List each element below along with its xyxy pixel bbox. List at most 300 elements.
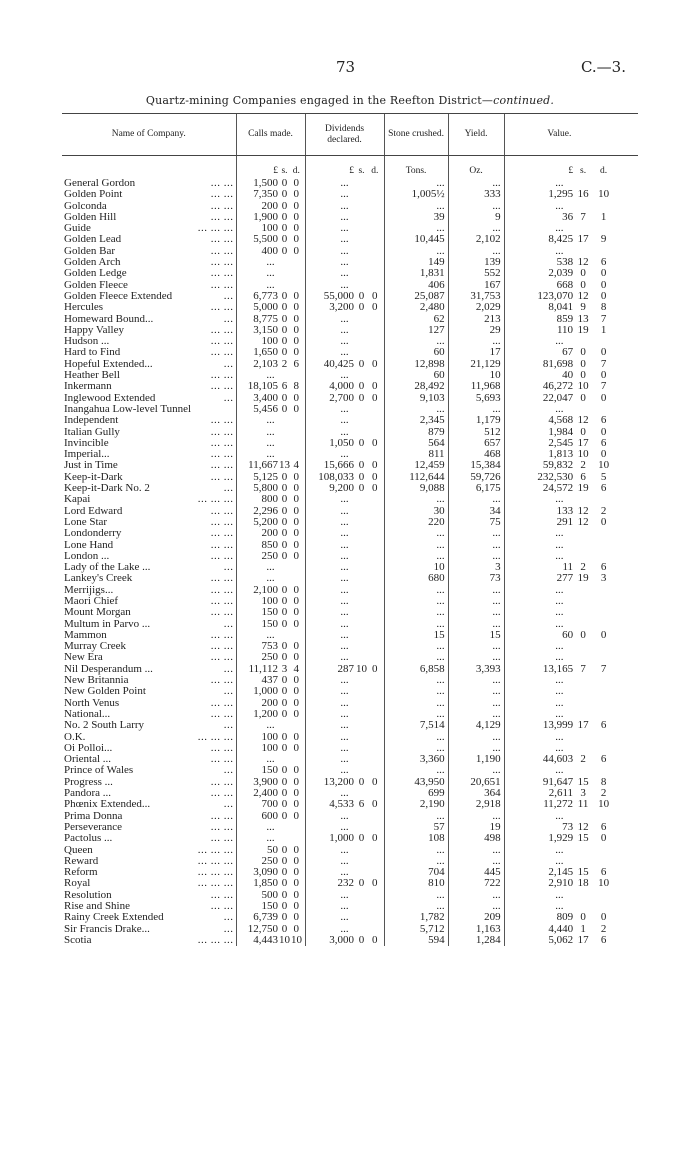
value-empty: ...: [504, 709, 614, 720]
calls-shillings: 0: [281, 302, 288, 314]
calls-shillings: 0: [281, 912, 288, 924]
row-spacer: [614, 924, 638, 935]
value-empty: ...: [504, 698, 614, 709]
company-name-cell: [62, 573, 236, 584]
company-name-cell: [62, 314, 236, 325]
dividends-pence: 0: [372, 290, 378, 302]
table-row: [62, 698, 638, 709]
table-row: [62, 675, 638, 686]
value-pence: 10: [598, 189, 610, 201]
yield: 20,651: [448, 777, 504, 788]
stone-crushed: 10: [384, 562, 448, 573]
calls-pence: 0: [293, 223, 300, 235]
calls-pence: 0: [293, 697, 300, 709]
leader-dots: ... ...: [210, 901, 234, 912]
row-spacer: [614, 359, 638, 370]
dividends-shillings: 0: [358, 358, 365, 370]
leader-dots: ... ...: [210, 178, 234, 189]
company-name: Hard to Find: [64, 347, 121, 359]
yield: ...: [448, 686, 504, 697]
stone-crushed: 1,831: [384, 268, 448, 279]
company-name: Hopeful Extended...: [64, 358, 153, 370]
dividends-pounds: 13,200: [305, 777, 354, 788]
calls-pence: 10: [291, 934, 302, 946]
stone-crushed: 39: [384, 212, 448, 223]
value-shillings: 11: [577, 799, 589, 811]
dividends-pence: 0: [372, 302, 378, 314]
table-row: [62, 381, 638, 392]
yield: 29: [448, 325, 504, 336]
stone-crushed: 9,088: [384, 483, 448, 494]
company-name-cell: [62, 494, 236, 505]
stone-crushed: ...: [384, 901, 448, 912]
table-row: [62, 268, 638, 279]
stone-crushed: 699: [384, 788, 448, 799]
dividends-empty: ...: [305, 212, 384, 223]
dividends-shillings: 0: [358, 776, 365, 788]
calls-pounds: 18,105: [236, 381, 278, 392]
leader-dots: ... ...: [210, 189, 234, 201]
table-row: [62, 596, 638, 607]
table-row: [62, 528, 638, 539]
row-spacer: [614, 517, 638, 528]
stone-crushed: 112,644: [384, 472, 448, 483]
stone-crushed: 2,190: [384, 799, 448, 810]
calls-shillings: 0: [281, 189, 288, 201]
dividends-empty: ...: [305, 912, 384, 923]
value-shillings: 7: [580, 211, 586, 223]
stone-crushed: ...: [384, 845, 448, 856]
value-shillings: 16: [577, 189, 589, 201]
value-pounds: 24,572: [504, 483, 573, 494]
calls-pounds: 5,000: [236, 302, 278, 313]
calls-shillings: 0: [281, 403, 288, 415]
table-row: [62, 551, 638, 562]
value-pence: 6: [600, 415, 607, 427]
company-name-cell: [62, 754, 236, 765]
leader-dots: ...: [223, 358, 234, 370]
calls-pence: 0: [293, 347, 300, 359]
calls-shillings: 0: [281, 234, 288, 246]
yield: ...: [448, 743, 504, 754]
row-spacer: [614, 370, 638, 381]
value-empty: ...: [504, 619, 614, 630]
dividends-pounds: 40,425: [305, 359, 354, 370]
calls-shillings: 0: [281, 878, 288, 890]
calls-shillings: 2: [281, 358, 288, 370]
value-pounds: 91,647: [504, 777, 573, 788]
value-pence: 0: [600, 392, 607, 404]
dividends-shillings: 0: [358, 934, 365, 946]
dividends-empty: ...: [305, 573, 384, 584]
leader-dots: ... ...: [210, 471, 234, 483]
table-row: [62, 777, 638, 788]
stone-crushed: 15: [384, 630, 448, 641]
yield: 31,753: [448, 291, 504, 302]
calls-shillings: 0: [281, 505, 288, 517]
value-shillings: 12: [577, 257, 589, 269]
company-name-cell: [62, 698, 236, 709]
value-pounds: 232,530: [504, 472, 573, 483]
stone-crushed: ...: [384, 732, 448, 743]
value-empty: ...: [504, 765, 614, 776]
stone-crushed: ...: [384, 641, 448, 652]
stone-crushed: 811: [384, 449, 448, 460]
calls-shillings: 0: [281, 618, 288, 630]
company-name: London ...: [64, 550, 110, 562]
dividends-shillings: 0: [358, 437, 365, 449]
company-name-cell: [62, 619, 236, 630]
yield: 75: [448, 517, 504, 528]
stone-crushed: ...: [384, 743, 448, 754]
row-spacer: [614, 675, 638, 686]
calls-shillings: 0: [281, 776, 288, 788]
company-name-cell: [62, 460, 236, 471]
company-name: Prince of Wales: [64, 765, 134, 777]
value-shillings: 17: [577, 720, 589, 732]
company-name-cell: [62, 212, 236, 223]
company-name: Oi Polloi...: [64, 742, 113, 754]
yield: ...: [448, 404, 504, 415]
company-name: Reform: [64, 867, 98, 879]
yield: ...: [448, 811, 504, 822]
stone-crushed: 25,087: [384, 291, 448, 302]
leader-dots: ... ...: [210, 211, 234, 223]
table-row: [62, 325, 638, 336]
calls-pounds: 250: [236, 652, 278, 663]
row-spacer: [614, 630, 638, 641]
row-spacer: [614, 223, 638, 234]
value-pence: 6: [600, 483, 607, 495]
value-empty: ...: [504, 890, 614, 901]
yield: 3: [448, 562, 504, 573]
value-pence: 0: [600, 426, 607, 438]
table-row: [62, 573, 638, 584]
leader-dots: ...: [223, 912, 234, 924]
calls-pence: 0: [293, 313, 300, 325]
leader-dots: ... ...: [210, 449, 234, 461]
dividends-empty: ...: [305, 178, 384, 189]
calls-pence: 0: [293, 539, 300, 551]
stone-crushed: ...: [384, 856, 448, 867]
value-shillings: 12: [577, 821, 589, 833]
yield: ...: [448, 652, 504, 663]
table-caption: [0, 94, 700, 107]
row-spacer: [614, 743, 638, 754]
calls-pounds: 1,900: [236, 212, 278, 223]
company-name-cell: [62, 607, 236, 618]
yield: 468: [448, 449, 504, 460]
company-name-cell: [62, 867, 236, 878]
dividends-shillings: 6: [358, 799, 365, 811]
calls-pounds: 500: [236, 890, 278, 901]
yield: 657: [448, 438, 504, 449]
value-shillings: 2: [580, 460, 586, 472]
dividends-pounds: 1,050: [305, 438, 354, 449]
value-empty: ...: [504, 641, 614, 652]
company-name: Mammon: [64, 629, 107, 641]
calls-empty: ...: [236, 833, 305, 844]
table-row: [62, 449, 638, 460]
company-name: Resolution: [64, 889, 112, 901]
caption-continued: continued.: [493, 94, 555, 107]
calls-pence: 0: [293, 494, 300, 506]
dividends-empty: ...: [305, 336, 384, 347]
table-row: [62, 460, 638, 471]
table-row: [62, 393, 638, 404]
value-shillings: 19: [577, 573, 589, 585]
company-name: National...: [64, 708, 111, 720]
dividends-pounds: 287: [305, 664, 354, 675]
calls-pence: 0: [293, 550, 300, 562]
company-name-cell: [62, 415, 236, 426]
calls-shillings: 0: [281, 765, 288, 777]
leader-dots: ... ...: [210, 381, 234, 393]
table-row: [62, 257, 638, 268]
unit-pence: d.: [292, 166, 300, 176]
calls-pence: 0: [293, 901, 300, 912]
calls-empty: ...: [236, 257, 305, 268]
calls-pounds: 5,500: [236, 234, 278, 245]
value-pounds: 1,929: [504, 833, 573, 844]
dividends-empty: ...: [305, 280, 384, 291]
row-spacer: [614, 890, 638, 901]
row-spacer: [614, 325, 638, 336]
table-row: [62, 438, 638, 449]
value-pence: 7: [600, 663, 607, 675]
company-name: Golden Ledge: [64, 268, 127, 280]
dividends-empty: ...: [305, 562, 384, 573]
yield: ...: [448, 585, 504, 596]
leader-dots: ... ...: [210, 268, 234, 280]
company-name: Multum in Parvo ...: [64, 618, 151, 630]
calls-pence: 0: [293, 912, 300, 924]
yield: 11,968: [448, 381, 504, 392]
table-row: [62, 314, 638, 325]
table-row: [62, 664, 638, 675]
company-name: Perseverance: [64, 821, 123, 833]
leader-dots: ... ...: [210, 550, 234, 562]
calls-pounds: 700: [236, 799, 278, 810]
table-row: [62, 811, 638, 822]
calls-shillings: 0: [281, 641, 288, 653]
table-row: [62, 201, 638, 212]
row-spacer: [614, 777, 638, 788]
stone-crushed: ...: [384, 686, 448, 697]
calls-pence: 0: [293, 245, 300, 257]
company-name-cell: [62, 381, 236, 392]
company-name: Golden Hill: [64, 211, 117, 223]
value-empty: ...: [504, 596, 614, 607]
stone-crushed: 2,345: [384, 415, 448, 426]
company-name-cell: [62, 540, 236, 551]
value-pence: 6: [600, 257, 607, 269]
company-name: Italian Gully: [64, 426, 120, 438]
company-name-cell: [62, 427, 236, 438]
calls-pounds: 100: [236, 336, 278, 347]
unit-pound: £: [236, 156, 278, 179]
stone-crushed: ...: [384, 551, 448, 562]
company-name-cell: [62, 336, 236, 347]
table-row: [62, 765, 638, 776]
row-spacer: [614, 562, 638, 573]
dividends-empty: ...: [305, 641, 384, 652]
dividends-shillings: 0: [358, 460, 365, 472]
stone-crushed: 3,360: [384, 754, 448, 765]
yield: 15: [448, 630, 504, 641]
dividends-empty: ...: [305, 596, 384, 607]
calls-pence: 0: [293, 302, 300, 314]
company-name: Homeward Bound...: [64, 313, 154, 325]
table-row: [62, 743, 638, 754]
dividends-pence: 0: [372, 799, 378, 811]
company-name: Inangahua Low-level Tunnel: [64, 403, 192, 415]
company-name: Lone Hand: [64, 539, 114, 551]
calls-pence: 0: [293, 855, 300, 867]
value-pounds: 8,041: [504, 302, 573, 313]
company-name: Pandora ...: [64, 788, 112, 800]
leader-dots: ... ...: [210, 821, 234, 833]
dividends-empty: ...: [305, 652, 384, 663]
table-row: [62, 709, 638, 720]
dividends-empty: ...: [305, 585, 384, 596]
dividends-empty: ...: [305, 698, 384, 709]
value-empty: ...: [504, 607, 614, 618]
calls-shillings: 0: [281, 742, 288, 754]
company-name-cell: [62, 845, 236, 856]
company-name-cell: [62, 630, 236, 641]
dividends-pounds: 15,666: [305, 460, 354, 471]
company-name-cell: [62, 765, 236, 776]
companies-table-wrapper: [62, 113, 638, 946]
calls-pence: 0: [293, 516, 300, 528]
row-spacer: [614, 765, 638, 776]
table-row: [62, 856, 638, 867]
value-empty: ...: [504, 246, 614, 257]
calls-pence: 0: [293, 867, 300, 879]
calls-pounds: 2,400: [236, 788, 278, 799]
stone-crushed: ...: [384, 223, 448, 234]
dividends-pounds: 3,000: [305, 935, 354, 946]
calls-shillings: 0: [281, 211, 288, 223]
value-pounds: 668: [504, 280, 573, 291]
dividends-empty: ...: [305, 528, 384, 539]
value-shillings: 12: [577, 415, 589, 427]
dividends-empty: ...: [305, 506, 384, 517]
value-pounds: 36: [504, 212, 573, 223]
value-pence: 2: [600, 923, 607, 935]
table-body: [62, 156, 638, 947]
table-row: [62, 822, 638, 833]
yield: ...: [448, 494, 504, 505]
dividends-pounds: 2,700: [305, 393, 354, 404]
stone-crushed: 594: [384, 935, 448, 946]
stone-crushed: ...: [384, 404, 448, 415]
company-name-cell: [62, 551, 236, 562]
yield: ...: [448, 856, 504, 867]
yield: ...: [448, 596, 504, 607]
yield: 4,129: [448, 720, 504, 731]
leader-dots: ... ... ...: [197, 731, 234, 743]
calls-pence: 0: [293, 483, 300, 495]
leader-dots: ... ...: [210, 257, 234, 269]
unit-shillings: s.: [281, 166, 288, 176]
yield: ...: [448, 223, 504, 234]
table-row: [62, 404, 638, 415]
dividends-pence: 0: [372, 878, 378, 890]
dividends-pence: 0: [372, 437, 378, 449]
leader-dots: ... ...: [210, 347, 234, 359]
yield: ...: [448, 845, 504, 856]
calls-shillings: 0: [281, 731, 288, 743]
value-shillings: 17: [577, 234, 589, 246]
row-spacer: [614, 845, 638, 856]
stone-crushed: 12,898: [384, 359, 448, 370]
company-name: General Gordon: [64, 178, 136, 189]
page-reference: C.—3.: [580, 58, 626, 76]
company-name: O.K.: [64, 731, 86, 743]
calls-shillings: 0: [281, 200, 288, 212]
company-name: Reward: [64, 855, 99, 867]
yield: 167: [448, 280, 504, 291]
dividends-empty: ...: [305, 246, 384, 257]
calls-pence: 4: [293, 460, 300, 472]
leader-dots: ... ...: [210, 437, 234, 449]
dividends-empty: ...: [305, 257, 384, 268]
value-pence: 1: [600, 324, 607, 336]
calls-shillings: 0: [281, 867, 288, 879]
calls-pence: 0: [293, 889, 300, 901]
value-empty: ...: [504, 585, 614, 596]
calls-pounds: 150: [236, 765, 278, 776]
yield: ...: [448, 732, 504, 743]
leader-dots: ... ...: [210, 324, 234, 336]
company-name-cell: [62, 652, 236, 663]
calls-pounds: 250: [236, 551, 278, 562]
value-pence: 0: [600, 268, 607, 280]
leader-dots: ... ...: [210, 776, 234, 788]
value-pounds: 2,145: [504, 867, 573, 878]
dividends-empty: ...: [305, 619, 384, 630]
calls-empty: ...: [236, 562, 305, 573]
calls-empty: ...: [236, 754, 305, 765]
value-pence: 8: [600, 302, 607, 314]
calls-shillings: 0: [281, 855, 288, 867]
table-row: [62, 754, 638, 765]
table-row: [62, 732, 638, 743]
value-empty: ...: [504, 551, 614, 562]
leader-dots: ... ... ...: [197, 878, 234, 890]
company-name-cell: [62, 732, 236, 743]
row-spacer: [614, 551, 638, 562]
row-spacer: [614, 178, 638, 189]
value-pence: 6: [600, 934, 607, 946]
row-spacer: [614, 641, 638, 652]
leader-dots: ... ... ...: [197, 867, 234, 879]
dividends-pence: 0: [372, 358, 378, 370]
yield: 73: [448, 573, 504, 584]
value-pounds: 123,070: [504, 291, 573, 302]
unit-pound: £: [504, 156, 573, 179]
company-name: Inglewood Extended: [64, 392, 156, 404]
dividends-empty: ...: [305, 890, 384, 901]
table-row: [62, 494, 638, 505]
calls-pence: 0: [293, 776, 300, 788]
company-name: Prima Donna: [64, 810, 123, 822]
company-name-cell: [62, 777, 236, 788]
leader-dots: ... ...: [210, 607, 234, 619]
dividends-empty: ...: [305, 709, 384, 720]
